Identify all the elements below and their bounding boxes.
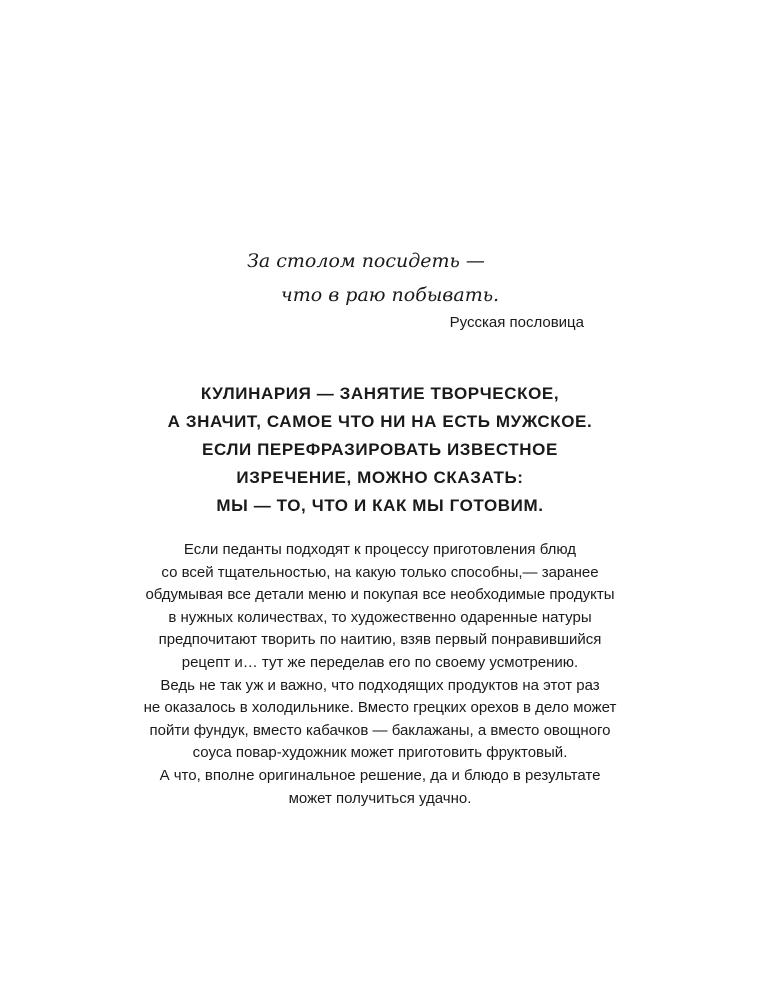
headline-line: ИЗРЕЧЕНИЕ, МОЖНО СКАЗАТЬ: [236,468,524,487]
body-line: соуса повар-художник может приготовить фруктовый. [192,744,568,762]
body-line: Если педанты подходят к процессу приготовления блюд [183,541,577,558]
epigraph-source: Русская пословица [449,314,584,331]
body-line: может получиться удачно. [288,789,472,807]
headline-line: МЫ — ТО, ЧТО И КАК МЫ ГОТОВИМ. [216,496,544,515]
body-line: А что, вполне оригинальное решение, да и блюдо в результате [159,766,601,784]
body-line: в нужных количествах, то художественно одаренные натуры [168,608,592,626]
body-line: предпочитают творить по наитию, взяв первый понравившийся [158,631,602,649]
headline [0,380,760,520]
body-line: обдумывая все детали меню и покупая все необходимые продукты [145,586,615,604]
body-paragraph [0,539,760,810]
headline-line: КУЛИНАРИЯ — ЗАНЯТИЕ ТВОРЧЕСКОЕ, [200,384,560,403]
epigraph [0,244,760,312]
headline-line: А ЗНАЧИТ, САМОЕ ЧТО НИ НА ЕСТЬ МУЖСКОЕ. [167,412,593,431]
headline-line: ЕСЛИ ПЕРЕФРАЗИРОВАТЬ ИЗВЕСТНОЕ [202,440,558,459]
body-line: рецепт и… тут же переделав его по своему усмотрению. [181,653,579,671]
body-line: не оказалось в холодильнике. Вместо грецких орехов в дело может [143,699,617,717]
body-line: Ведь не так уж и важно, что подходящих продуктов на этот раз [160,676,600,694]
body-line: со всей тщательностью, на какую только способны,— заранее [161,563,599,581]
epigraph-line: что в раю побывать. [280,284,500,306]
epigraph-line: За столом посидеть — [247,250,485,272]
body-line: пойти фундук, вместо кабачков — баклажаны, а вместо овощного [149,721,611,739]
